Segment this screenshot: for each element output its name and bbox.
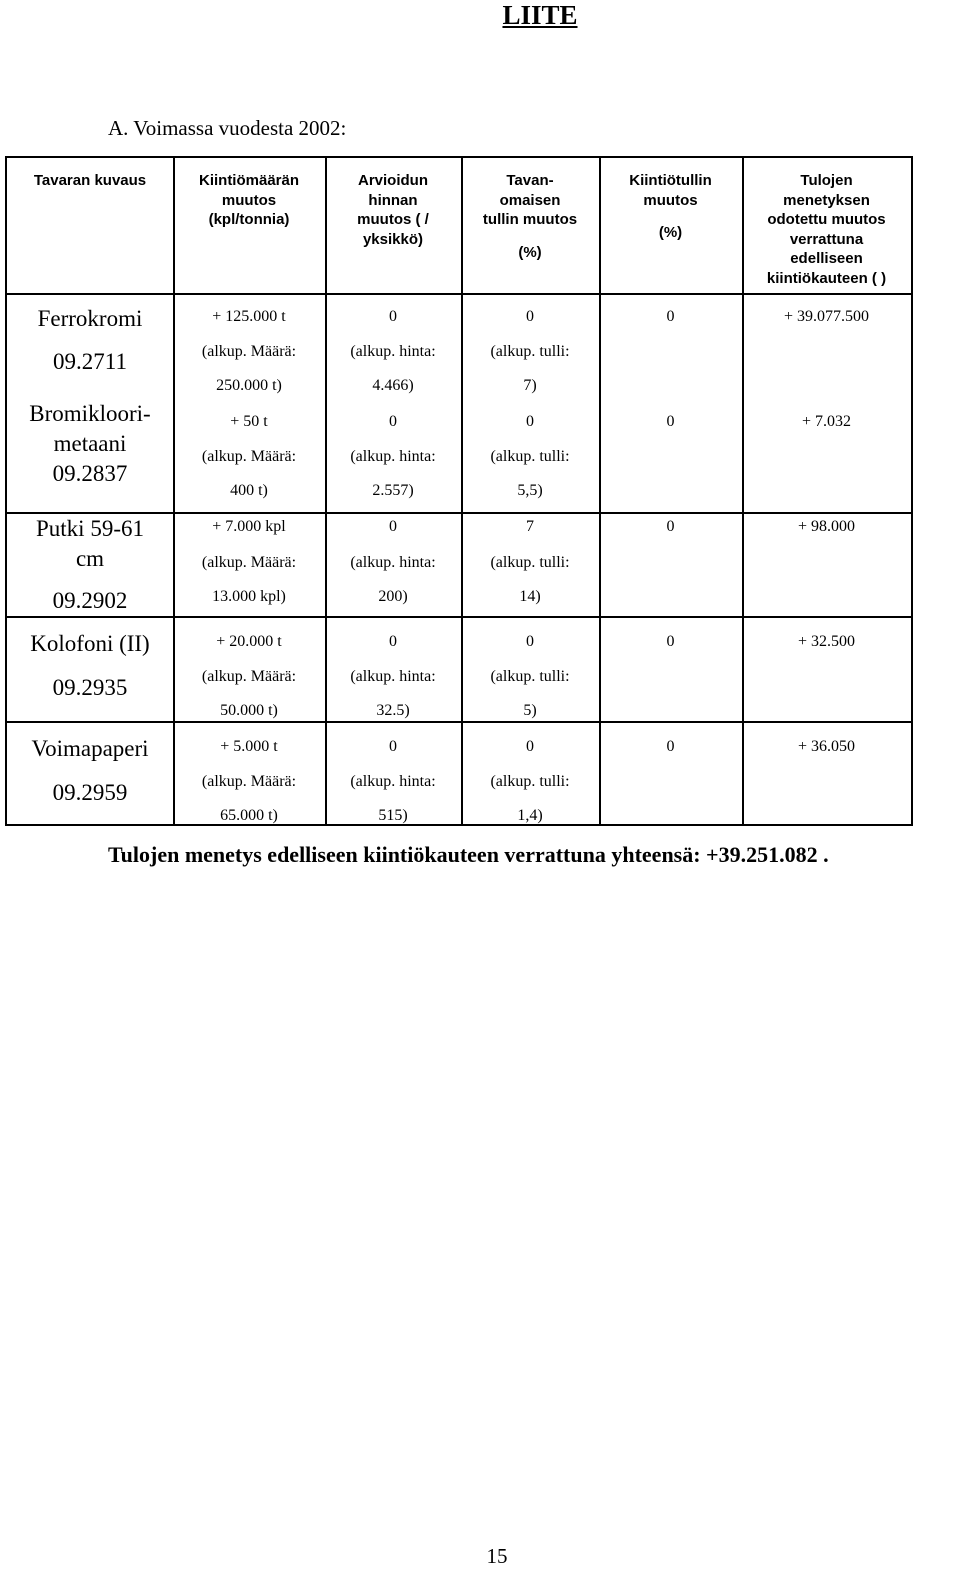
header-quota-change [173,171,325,230]
duty-line: (alkup. tulli: [490,668,570,685]
description-line: 09.2711 [53,349,127,374]
duty-line: 0 [526,738,534,755]
revenue-loss-value: + 32.500 [797,633,856,650]
description-line: Putki 59-61 [36,516,144,541]
description-line: Bromikloori- [29,401,151,426]
duty-line: 5,5) [517,482,543,499]
description-line: Ferrokromi [37,306,143,331]
price-line: 0 [389,308,397,325]
quota-line: (alkup. Määrä: [201,343,297,360]
row-putki-code [7,586,173,616]
price-line: 0 [389,738,397,755]
header-line: Kiintiömäärän [198,172,300,189]
quota-line: (alkup. Määrä: [201,554,297,571]
header-goods-description [7,171,173,191]
description-line: cm [75,546,105,571]
header-line: Tavaran kuvaus [33,172,147,189]
quota-duty-value: 0 [666,308,675,325]
quota-line: (alkup. Määrä: [201,448,297,465]
header-line: omaisen [499,191,561,209]
price-line: 32.5) [376,702,410,719]
row-ferrokromi-code [7,347,173,377]
duty-line: 7 [526,518,534,535]
row-divider [7,616,911,618]
revenue-loss-value: + 39.077.500 [783,308,870,325]
header-line: hinnan [368,191,418,209]
quota-line: 400 t) [230,482,268,499]
header-price-change [325,171,461,249]
price-line: (alkup. hinta: [350,773,436,790]
quota-line: + 5.000 t [220,738,278,755]
row-ferrokromi-description [7,304,173,334]
duty-line: 5) [523,702,537,719]
quota-duty-value: 0 [666,738,675,755]
header-line: yksikkö) [362,230,424,248]
description-line: 09.2902 [52,588,128,613]
header-line: menetyksen [783,191,870,209]
quota-line: (alkup. Määrä: [201,773,297,790]
description-line: 09.2959 [52,780,128,805]
duty-line: (alkup. tulli: [490,343,570,360]
duty-line: 7) [523,377,537,394]
quota-line: + 125.000 t [212,308,286,325]
header-line: (%) [658,224,683,241]
quota-line: 65.000 t) [220,807,278,824]
header-revenue-loss [742,171,911,288]
header-line: Arvioidun [358,172,428,189]
price-line: 4.466) [372,377,414,394]
description-line: Voimapaperi [31,736,149,761]
header-line: Kiintiötullin [629,172,712,189]
duty-line: 0 [526,633,534,650]
appendix-title: LIITE [502,0,578,30]
quota-line: 250.000 t) [216,377,282,394]
duty-line: 0 [526,308,534,325]
quota-duty-value: 0 [666,518,675,535]
header-quota-duty-change [599,171,742,243]
header-line: odotettu muutos [767,211,886,228]
price-line: (alkup. hinta: [350,343,436,360]
quota-line: (alkup. Määrä: [201,668,297,685]
duty-line: 1,4) [517,807,543,824]
header-line: tullin muutos [482,211,578,228]
quota-line: 50.000 t) [220,702,278,719]
price-line: 0 [389,633,397,650]
quota-line: 13.000 kpl) [212,588,286,605]
header-line: edelliseen [790,250,863,267]
page-number: 15 [486,1544,508,1568]
duty-line: (alkup. tulli: [490,448,570,465]
row-kolofoni-code [7,673,173,703]
price-line: (alkup. hinta: [350,668,436,685]
price-line: 515) [378,807,408,824]
quota-line: + 20.000 t [216,633,282,650]
quota-line: + 50 t [230,413,268,430]
column-divider [599,158,601,826]
revenue-loss-value: + 98.000 [797,518,856,535]
row-putki-description [7,514,173,574]
revenue-loss-value: + 7.032 [801,413,852,430]
quota-duty-value: 0 [666,633,675,650]
description-line: 09.2837 [52,461,128,486]
description-line: Kolofoni (II) [30,631,150,656]
price-line: 2.557) [372,482,414,499]
row-voimapaperi-description [7,734,173,764]
duty-line: (alkup. tulli: [490,773,570,790]
section-subtitle: A. Voimassa vuodesta 2002: [108,116,347,140]
duty-line: 14) [519,588,541,605]
description-line: 09.2935 [52,675,128,700]
quota-duty-value: 0 [666,413,675,430]
duty-line: (alkup. tulli: [490,554,570,571]
price-line: 0 [389,518,397,535]
price-line: 200) [378,588,408,605]
header-line: verrattuna [789,230,864,248]
revenue-loss-value: + 36.050 [797,738,856,755]
price-line: 0 [389,413,397,430]
row-divider [7,721,911,723]
header-divider [7,293,911,295]
total-revenue-loss: Tulojen menetys edelliseen kiintiökauteen verrattuna yhteensä: +39.251.082 . [108,842,829,867]
header-spacer [461,230,599,243]
header-line: kiintiökauteen ( ) [766,269,887,287]
header-duty-change [461,171,599,262]
price-line: (alkup. hinta: [350,448,436,465]
description-line: metaani [53,431,127,456]
header-line: muutos [221,191,277,209]
header-line: (%) [518,243,542,261]
row-voimapaperi-code [7,778,173,808]
header-line: Tavan- [506,172,554,189]
row-kolofoni-description [7,629,173,659]
header-line: muutos ( / [357,211,429,228]
duty-line: 0 [526,413,534,430]
header-line: (kpl/tonnia) [208,211,290,228]
quota-line: + 7.000 kpl [212,518,286,535]
quota-table [5,156,913,826]
price-line: (alkup. hinta: [350,554,436,571]
header-line: muutos [643,191,698,209]
row-bromikloorimetaani-description [7,399,173,489]
header-line: Tulojen [800,172,853,189]
header-spacer [599,210,742,223]
